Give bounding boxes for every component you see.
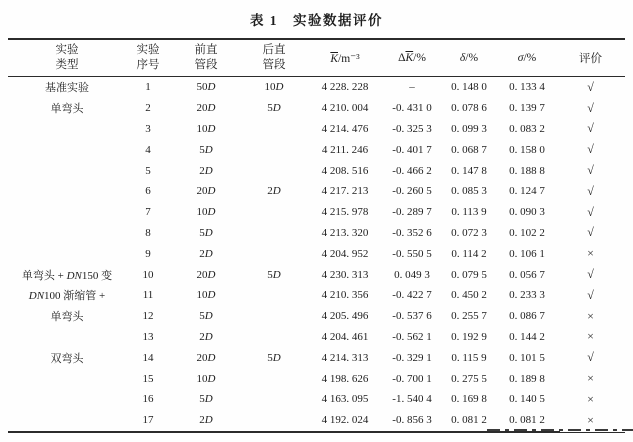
cell-delta-value: 0. 192 9 xyxy=(451,330,487,343)
cell-evaluation-mark: √ xyxy=(587,163,594,178)
cell-delta-value: 0. 113 9 xyxy=(451,206,487,219)
cell-experiment-type xyxy=(8,202,126,223)
cell-front-straight-pipe: 5D xyxy=(199,310,213,323)
column-header-experiment-type: 实验 类型 xyxy=(8,39,126,77)
cell-experiment-number: 4 xyxy=(145,143,151,156)
cell-sigma-value: 0. 090 3 xyxy=(509,206,545,219)
cell-front-straight-pipe: 50D xyxy=(196,81,216,94)
cell-kbar-value: 4 198. 626 xyxy=(321,372,369,385)
cell-front-straight-pipe: 5D xyxy=(199,226,213,239)
cell-rear-straight-pipe xyxy=(242,410,306,432)
cell-delta-value: 0. 148 0 xyxy=(451,81,487,94)
cell-rear-straight-pipe xyxy=(242,160,306,181)
cell-sigma-value: 0. 158 0 xyxy=(509,143,545,156)
table-row xyxy=(8,77,625,98)
cell-experiment-number: 17 xyxy=(126,410,170,432)
cell-kbar-value: 4 210. 356 xyxy=(321,289,369,302)
table-row xyxy=(8,223,625,244)
cell-experiment-type: 单弯头 xyxy=(50,311,84,324)
cell-evaluation-mark: × xyxy=(587,308,594,323)
cell-experiment-type xyxy=(8,119,126,140)
column-header-rear-straight-pipe: 后直 管段 xyxy=(242,39,306,77)
cell-rear-straight-pipe: 2D xyxy=(267,185,281,198)
cell-rear-straight-pipe xyxy=(242,119,306,140)
cell-delta-kbar-value: -0. 562 1 xyxy=(392,330,432,343)
column-header-evaluation: 评价 xyxy=(556,39,625,77)
cell-delta-kbar-value: -0. 422 7 xyxy=(392,289,432,302)
cell-sigma-value: 0. 144 2 xyxy=(509,330,545,343)
cell-sigma-value: 0. 189 8 xyxy=(509,372,545,385)
cell-rear-straight-pipe: 5D xyxy=(267,351,281,364)
cell-delta-kbar-value: -0. 431 0 xyxy=(392,102,432,115)
cell-delta-value: 0. 115 9 xyxy=(451,351,487,364)
cell-sigma-value: 0. 124 7 xyxy=(509,185,545,198)
cell-kbar-value: 4 213. 320 xyxy=(321,226,369,239)
column-header-kbar: $\overline{K}/m^{-3}$ xyxy=(306,39,384,77)
cell-rear-straight-pipe xyxy=(242,368,306,389)
cell-experiment-number: 8 xyxy=(145,226,151,239)
cell-rear-straight-pipe xyxy=(242,243,306,264)
cell-delta-value: 0. 072 3 xyxy=(451,226,487,239)
cell-experiment-number: 15 xyxy=(142,372,154,385)
column-header-experiment-number: 实验 序号 xyxy=(126,39,170,77)
cell-experiment-number: 6 xyxy=(145,185,151,198)
table-row xyxy=(8,347,625,368)
cell-delta-value: 0. 169 8 xyxy=(451,393,487,406)
cell-kbar-value: 4 204. 461 xyxy=(321,330,369,343)
table-row xyxy=(8,139,625,160)
cell-front-straight-pipe: 10D xyxy=(196,122,216,135)
cell-front-straight-pipe: 5D xyxy=(199,393,213,406)
cell-experiment-number: 16 xyxy=(142,393,154,406)
cell-front-straight-pipe: 10D xyxy=(196,206,216,219)
cell-sigma-value: 0. 139 7 xyxy=(509,102,545,115)
table-row xyxy=(8,202,625,223)
table-title: 表 1 实验数据评价 xyxy=(249,13,384,28)
cell-front-straight-pipe: 20D xyxy=(196,268,216,281)
cell-sigma-value: 0. 056 7 xyxy=(509,268,545,281)
cell-kbar-value: 4 214. 313 xyxy=(321,351,369,364)
cell-evaluation-mark: √ xyxy=(587,100,594,115)
cell-experiment-number: 1 xyxy=(145,81,151,94)
cell-front-straight-pipe: 10D xyxy=(196,372,216,385)
cell-front-straight-pipe: 10D xyxy=(196,289,216,302)
cell-experiment-number: 2 xyxy=(145,102,151,115)
cell-rear-straight-pipe xyxy=(242,202,306,223)
cell-sigma-value: 0. 188 8 xyxy=(509,164,545,177)
cell-front-straight-pipe: 2D xyxy=(199,247,213,260)
cell-experiment-number: 5 xyxy=(145,164,151,177)
cell-experiment-number: 3 xyxy=(145,122,151,135)
cell-front-straight-pipe: 2D xyxy=(199,330,213,343)
cell-delta-kbar-value: -0. 856 3 xyxy=(384,410,440,432)
cell-delta-value: 0. 114 2 xyxy=(451,247,487,260)
cell-delta-kbar-value: -0. 329 1 xyxy=(392,351,432,364)
cell-kbar-value: 4 211. 246 xyxy=(321,143,369,156)
cell-evaluation-mark: √ xyxy=(587,350,594,365)
column-header-delta: δ/% xyxy=(440,39,498,77)
cell-front-straight-pipe: 20D xyxy=(196,102,216,115)
cell-delta-kbar-value: -0. 260 5 xyxy=(392,185,432,198)
cell-evaluation-mark: √ xyxy=(587,121,594,136)
cell-sigma-value: 0. 081 2 xyxy=(498,410,556,432)
cell-kbar-value: 4 163. 095 xyxy=(321,393,369,406)
cell-kbar-value: 4 214. 476 xyxy=(321,122,369,135)
cell-experiment-type: DN100 渐缩管 + xyxy=(28,290,106,303)
cell-evaluation-mark: √ xyxy=(587,225,594,240)
table-row xyxy=(8,98,625,119)
cell-sigma-value: 0. 140 5 xyxy=(509,393,545,406)
cell-delta-kbar-value: -0. 550 5 xyxy=(392,247,432,260)
cell-evaluation-mark: × xyxy=(587,371,594,386)
cell-rear-straight-pipe xyxy=(242,306,306,327)
cell-delta-kbar-value: -0. 401 7 xyxy=(392,143,432,156)
cell-experiment-type xyxy=(8,327,126,348)
cell-experiment-number: 14 xyxy=(142,351,154,364)
cell-delta-kbar-value: -0. 537 6 xyxy=(392,310,432,323)
cell-kbar-value: 4 210. 004 xyxy=(321,102,369,115)
cell-delta-value: 0. 079 5 xyxy=(451,268,487,281)
cell-delta-value: 0. 078 6 xyxy=(451,102,487,115)
column-header-delta-kbar: $\Delta\overline{K}/\%$ xyxy=(384,39,440,77)
cell-experiment-type xyxy=(8,368,126,389)
column-header-front-straight-pipe: 前直 管段 xyxy=(170,39,242,77)
cell-delta-kbar-value: -0. 700 1 xyxy=(392,372,432,385)
cell-experiment-number: 11 xyxy=(142,289,154,302)
cell-sigma-value: 0. 101 5 xyxy=(509,351,545,364)
cell-experiment-number: 10 xyxy=(142,268,154,281)
cell-rear-straight-pipe: 10D xyxy=(264,81,284,94)
cell-experiment-type xyxy=(8,160,126,181)
cell-kbar-value: 4 204. 952 xyxy=(321,247,369,260)
cell-experiment-type xyxy=(8,410,126,432)
table-row xyxy=(8,389,625,410)
table-row xyxy=(8,264,625,285)
table-row xyxy=(8,368,625,389)
cell-front-straight-pipe: 20D xyxy=(196,351,216,364)
cell-rear-straight-pipe: 5D xyxy=(267,102,281,115)
cell-experiment-number: 9 xyxy=(145,247,151,260)
cell-delta-kbar-value: -0. 466 2 xyxy=(392,164,432,177)
cell-evaluation-mark: √ xyxy=(587,183,594,198)
cell-delta-value: 0. 081 2 xyxy=(440,410,498,432)
cell-kbar-value: 4 228. 228 xyxy=(321,81,369,94)
table-row xyxy=(8,306,625,327)
cell-experiment-type xyxy=(8,243,126,264)
cell-evaluation-mark: × xyxy=(587,391,594,406)
table-row xyxy=(8,243,625,264)
cell-delta-kbar-value: -0. 325 3 xyxy=(392,122,432,135)
cell-rear-straight-pipe xyxy=(242,139,306,160)
cell-sigma-value: 0. 086 7 xyxy=(509,310,545,323)
cell-delta-kbar-value: -0. 352 6 xyxy=(392,226,432,239)
table-row xyxy=(8,119,625,140)
cell-experiment-number: 13 xyxy=(142,330,154,343)
table-row xyxy=(8,181,625,202)
experiment-data-table xyxy=(8,38,625,433)
cell-delta-kbar-value: – xyxy=(409,81,415,94)
cell-evaluation-mark: × xyxy=(587,329,594,344)
cell-evaluation-mark: × xyxy=(556,410,625,432)
cell-delta-value: 0. 068 7 xyxy=(451,143,487,156)
cell-delta-kbar-value: 0. 049 3 xyxy=(394,268,430,281)
table-row xyxy=(8,160,625,181)
cell-delta-value: 0. 275 5 xyxy=(451,372,487,385)
cell-rear-straight-pipe: 5D xyxy=(267,268,281,281)
scan-artifact-dash-line xyxy=(487,429,633,431)
cell-sigma-value: 0. 083 2 xyxy=(509,122,545,135)
cell-kbar-value: 4 205. 496 xyxy=(321,310,369,323)
cell-sigma-value: 0. 133 4 xyxy=(509,81,545,94)
cell-experiment-type: 单弯头 + DN150 变 xyxy=(21,269,113,282)
cell-sigma-value: 0. 106 1 xyxy=(509,247,545,260)
cell-experiment-type: 双弯头 xyxy=(50,352,84,365)
cell-sigma-value: 0. 233 3 xyxy=(509,289,545,302)
cell-delta-value: 0. 147 8 xyxy=(451,164,487,177)
table-row xyxy=(8,285,625,306)
cell-evaluation-mark: × xyxy=(587,246,594,261)
cell-experiment-type xyxy=(8,223,126,244)
cell-delta-value: 0. 450 2 xyxy=(451,289,487,302)
cell-experiment-type: 单弯头 xyxy=(50,103,84,116)
cell-evaluation-mark: √ xyxy=(587,142,594,157)
cell-evaluation-mark: √ xyxy=(587,287,594,302)
table-row xyxy=(8,327,625,348)
cell-experiment-type xyxy=(8,389,126,410)
column-header-sigma: σ/% xyxy=(498,39,556,77)
cell-experiment-number: 7 xyxy=(145,206,151,219)
cell-experiment-number: 12 xyxy=(142,310,154,323)
cell-delta-value: 0. 255 7 xyxy=(451,310,487,323)
cell-front-straight-pipe: 5D xyxy=(199,143,213,156)
cell-kbar-value: 4 192. 024 xyxy=(306,410,384,432)
cell-delta-kbar-value: -0. 289 7 xyxy=(392,206,432,219)
header-row xyxy=(8,39,625,77)
cell-evaluation-mark: √ xyxy=(587,79,594,94)
cell-front-straight-pipe: 2D xyxy=(170,410,242,432)
cell-evaluation-mark: √ xyxy=(587,204,594,219)
cell-rear-straight-pipe xyxy=(242,285,306,306)
cell-rear-straight-pipe xyxy=(242,389,306,410)
cell-rear-straight-pipe xyxy=(242,327,306,348)
cell-delta-kbar-value: -1. 540 4 xyxy=(392,393,432,406)
cell-delta-value: 0. 099 3 xyxy=(451,122,487,135)
cell-evaluation-mark: √ xyxy=(587,267,594,282)
cell-rear-straight-pipe xyxy=(242,223,306,244)
cell-front-straight-pipe: 2D xyxy=(199,164,213,177)
cell-kbar-value: 4 208. 516 xyxy=(321,164,369,177)
cell-experiment-type xyxy=(8,181,126,202)
cell-experiment-type: 基准实验 xyxy=(45,82,89,95)
cell-kbar-value: 4 217. 213 xyxy=(321,185,369,198)
cell-front-straight-pipe: 20D xyxy=(196,185,216,198)
cell-sigma-value: 0. 102 2 xyxy=(509,226,545,239)
cell-kbar-value: 4 215. 978 xyxy=(321,206,369,219)
cell-experiment-type xyxy=(8,139,126,160)
cell-kbar-value: 4 230. 313 xyxy=(321,268,369,281)
cell-delta-value: 0. 085 3 xyxy=(451,185,487,198)
